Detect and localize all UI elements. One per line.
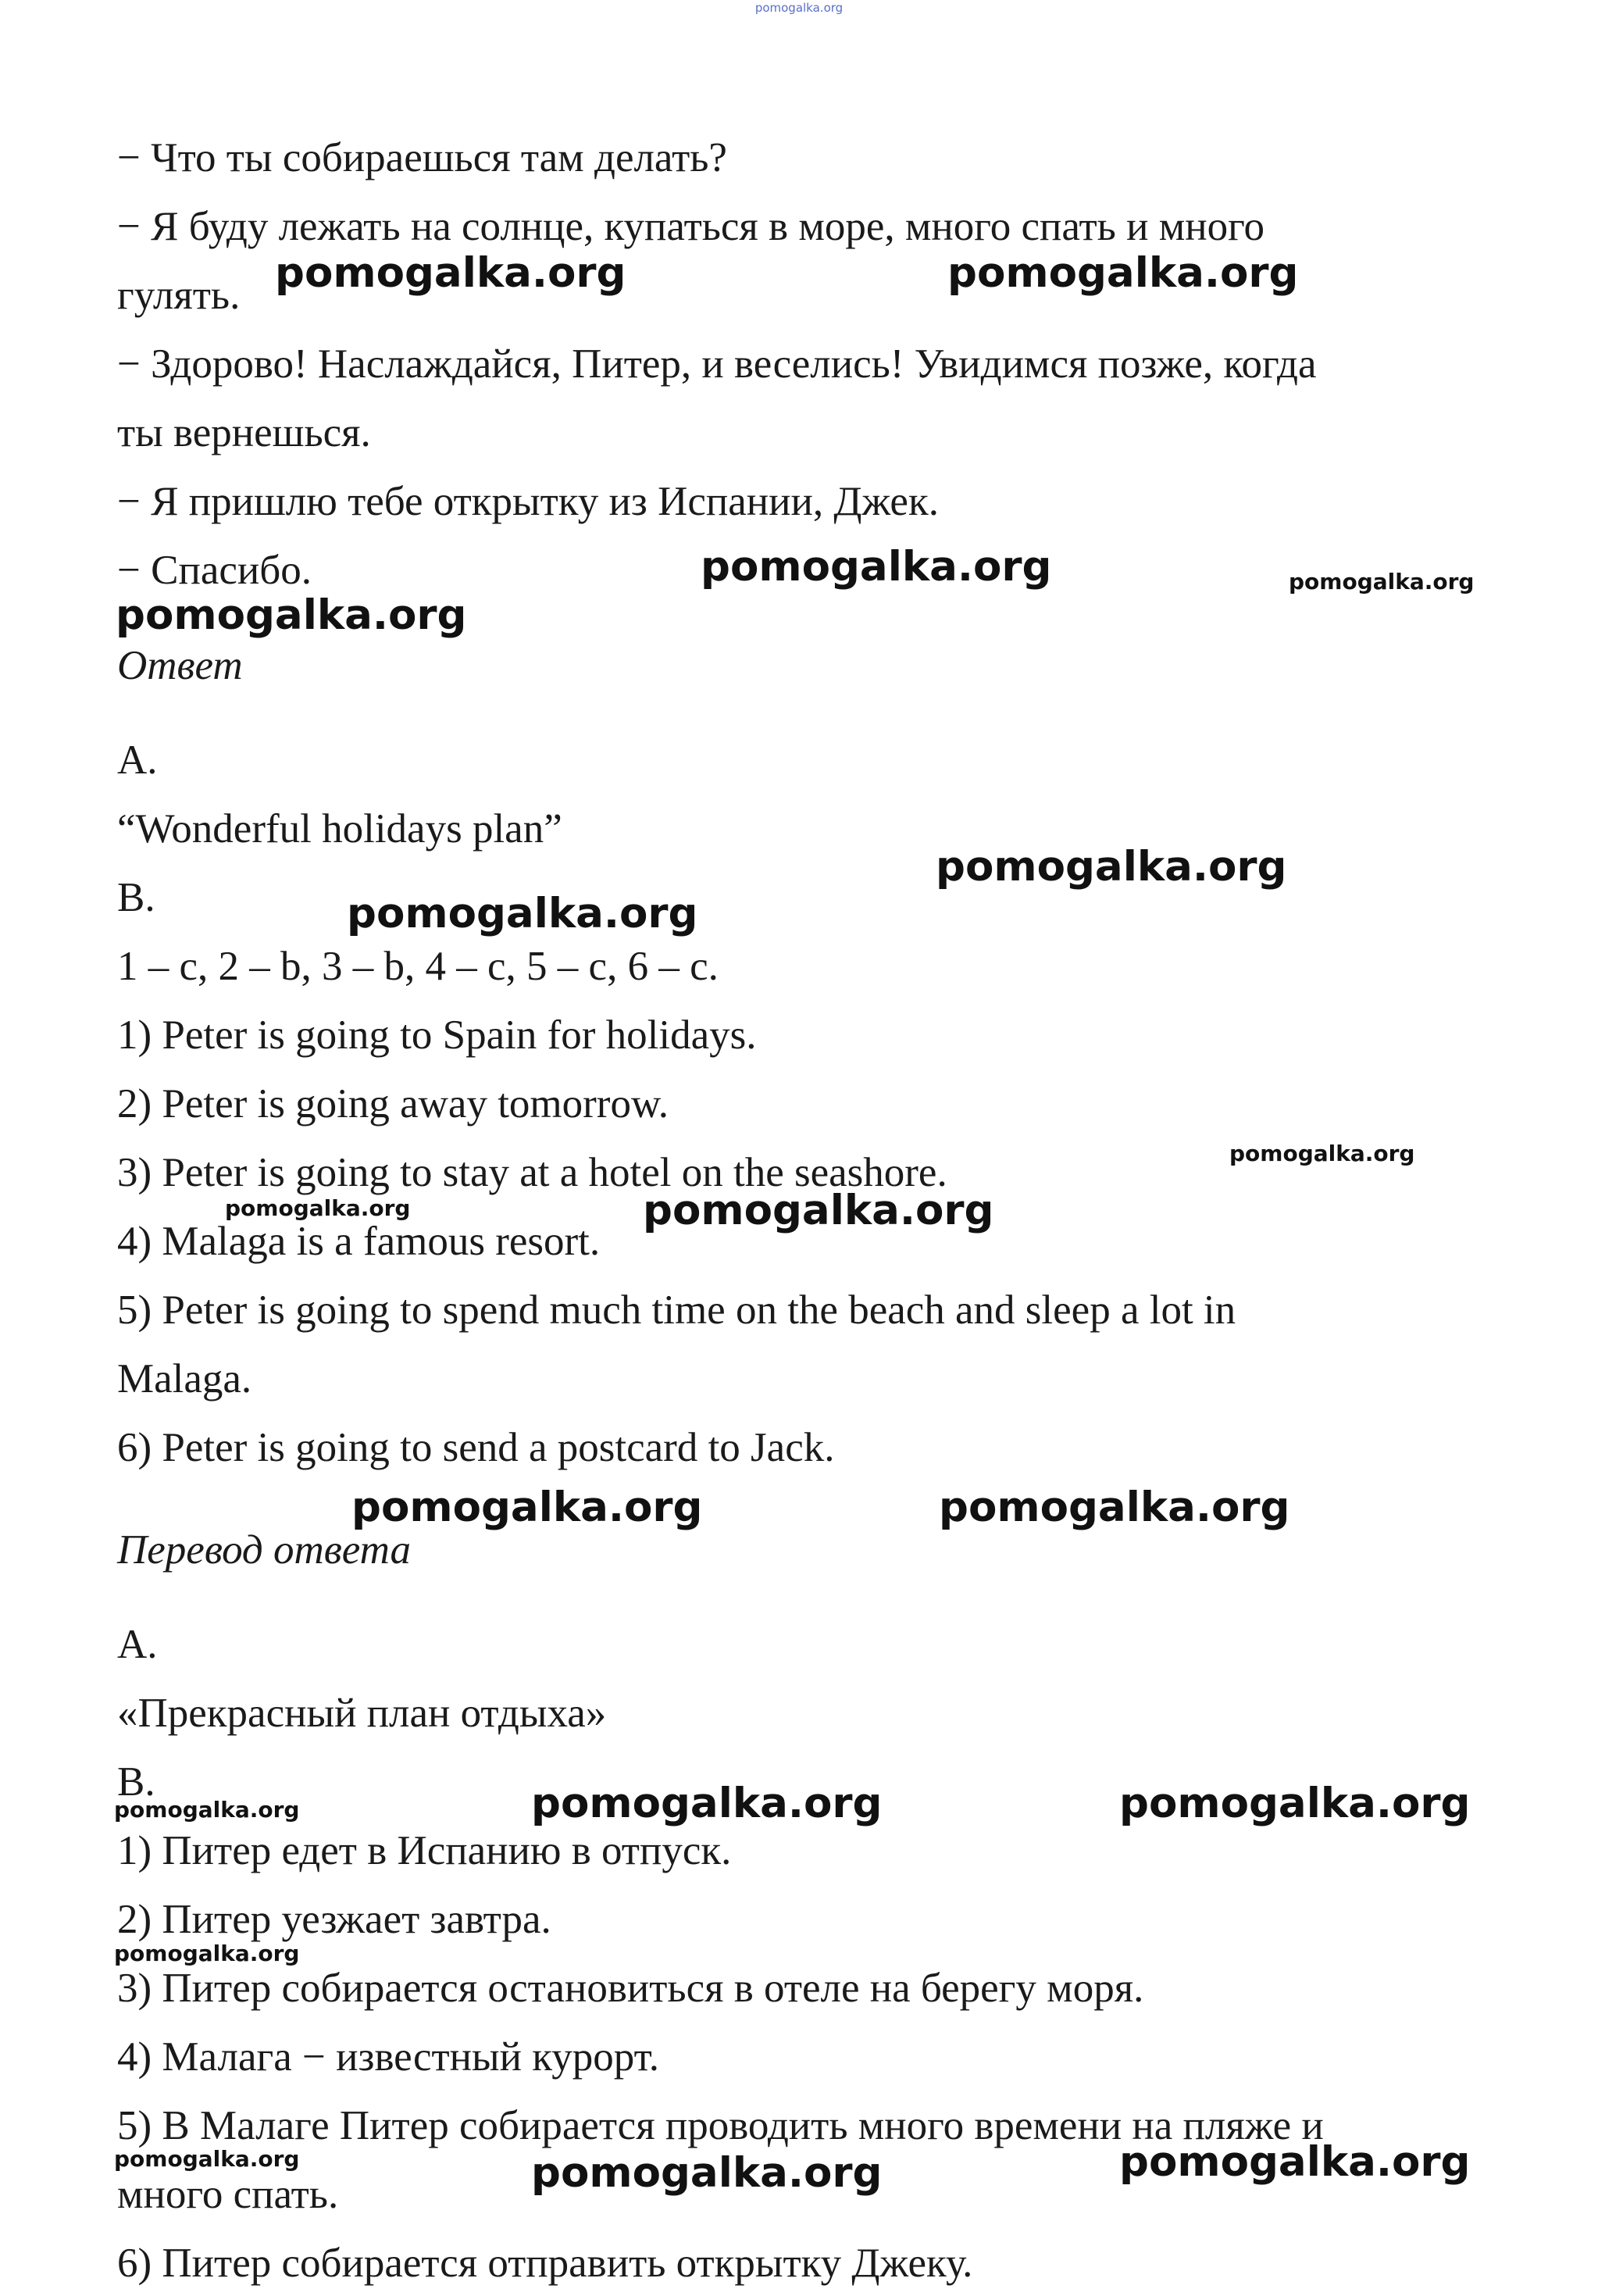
watermark: pomogalka.org [1229,1141,1415,1166]
watermark: pomogalka.org [936,843,1287,891]
watermark: pomogalka.org [114,2146,300,2172]
translation-part-b-label: B. [117,1759,155,1805]
answer-sentence: 1) Peter is going to Spain for holidays. [117,1012,757,1058]
translation-sentence: 3) Питер собирается остановиться в отеле на берегу моря. [117,1966,1144,2011]
watermark: pomogalka.org [531,1780,883,1827]
translation-sentence: 2) Питер уезжает завтра. [117,1897,551,1942]
watermark: pomogalka.org [116,591,467,639]
dialogue-line: гулять. [117,273,241,318]
watermark: pomogalka.org [701,543,1052,591]
watermark: pomogalka.org [1119,1780,1471,1827]
dialogue-line: − Спасибо. [117,548,312,593]
watermark: pomogalka.org [225,1195,411,1221]
answer-sentence: Malaga. [117,1356,252,1402]
answer-key: 1 – c, 2 – b, 3 – b, 4 – c, 5 – c, 6 – c. [117,944,719,989]
answer-sentence: 5) Peter is going to spend much time on the beach and sleep a lot in [117,1287,1236,1333]
translation-sentence: 1) Питер едет в Испанию в отпуск. [117,1828,732,1873]
translation-heading: Перевод ответа [117,1527,412,1573]
answer-part-a-label: A. [117,737,158,783]
translation-sentence: 6) Питер собирается отправить открытку Джеку. [117,2241,973,2286]
answer-sentence: 4) Malaga is a famous resort. [117,1219,601,1264]
answer-sentence: 6) Peter is going to send a postcard to Jack. [117,1425,835,1470]
translation-sentence: 5) В Малаге Питер собирается проводить много времени на пляже и [117,2103,1324,2148]
dialogue-line: − Я пришлю тебе открытку из Испании, Джек. [117,479,939,524]
watermark: pomogalka.org [531,2149,883,2197]
watermark: pomogalka.org [114,1797,300,1823]
answer-sentence: 3) Peter is going to stay at a hotel on the seashore. [117,1150,947,1195]
watermark: pomogalka.org [114,1941,300,1966]
answer-title: “Wonderful holidays plan” [117,806,562,852]
watermark: pomogalka.org [1119,2138,1471,2186]
dialogue-line: − Что ты собираешься там делать? [117,135,727,180]
translation-sentence: 4) Малага − известный курорт. [117,2034,659,2080]
translation-part-a-label: A. [117,1622,158,1667]
watermark: pomogalka.org [643,1187,994,1234]
watermark: pomogalka.org [939,1484,1290,1531]
translation-sentence: много спать. [117,2172,339,2217]
dialogue-line: ты вернешься. [117,410,371,455]
answer-part-b-label: B. [117,875,155,920]
translation-title: «Прекрасный план отдыха» [117,1691,607,1736]
watermark: pomogalka.org [351,1484,703,1531]
dialogue-line: − Здорово! Наслаждайся, Питер, и веселись! Увидимся позже, когда [117,341,1317,387]
answer-heading: Ответ [117,643,243,688]
watermark: pomogalka.org [275,249,626,297]
watermark: pomogalka.org [947,249,1299,297]
watermark: pomogalka.org [347,890,698,937]
answer-sentence: 2) Peter is going away tomorrow. [117,1081,669,1127]
watermark: pomogalka.org [1289,569,1475,595]
dialogue-line: − Я буду лежать на солнце, купаться в море, много спать и много [117,204,1265,249]
site-link[interactable]: pomogalka.org [754,1,844,15]
